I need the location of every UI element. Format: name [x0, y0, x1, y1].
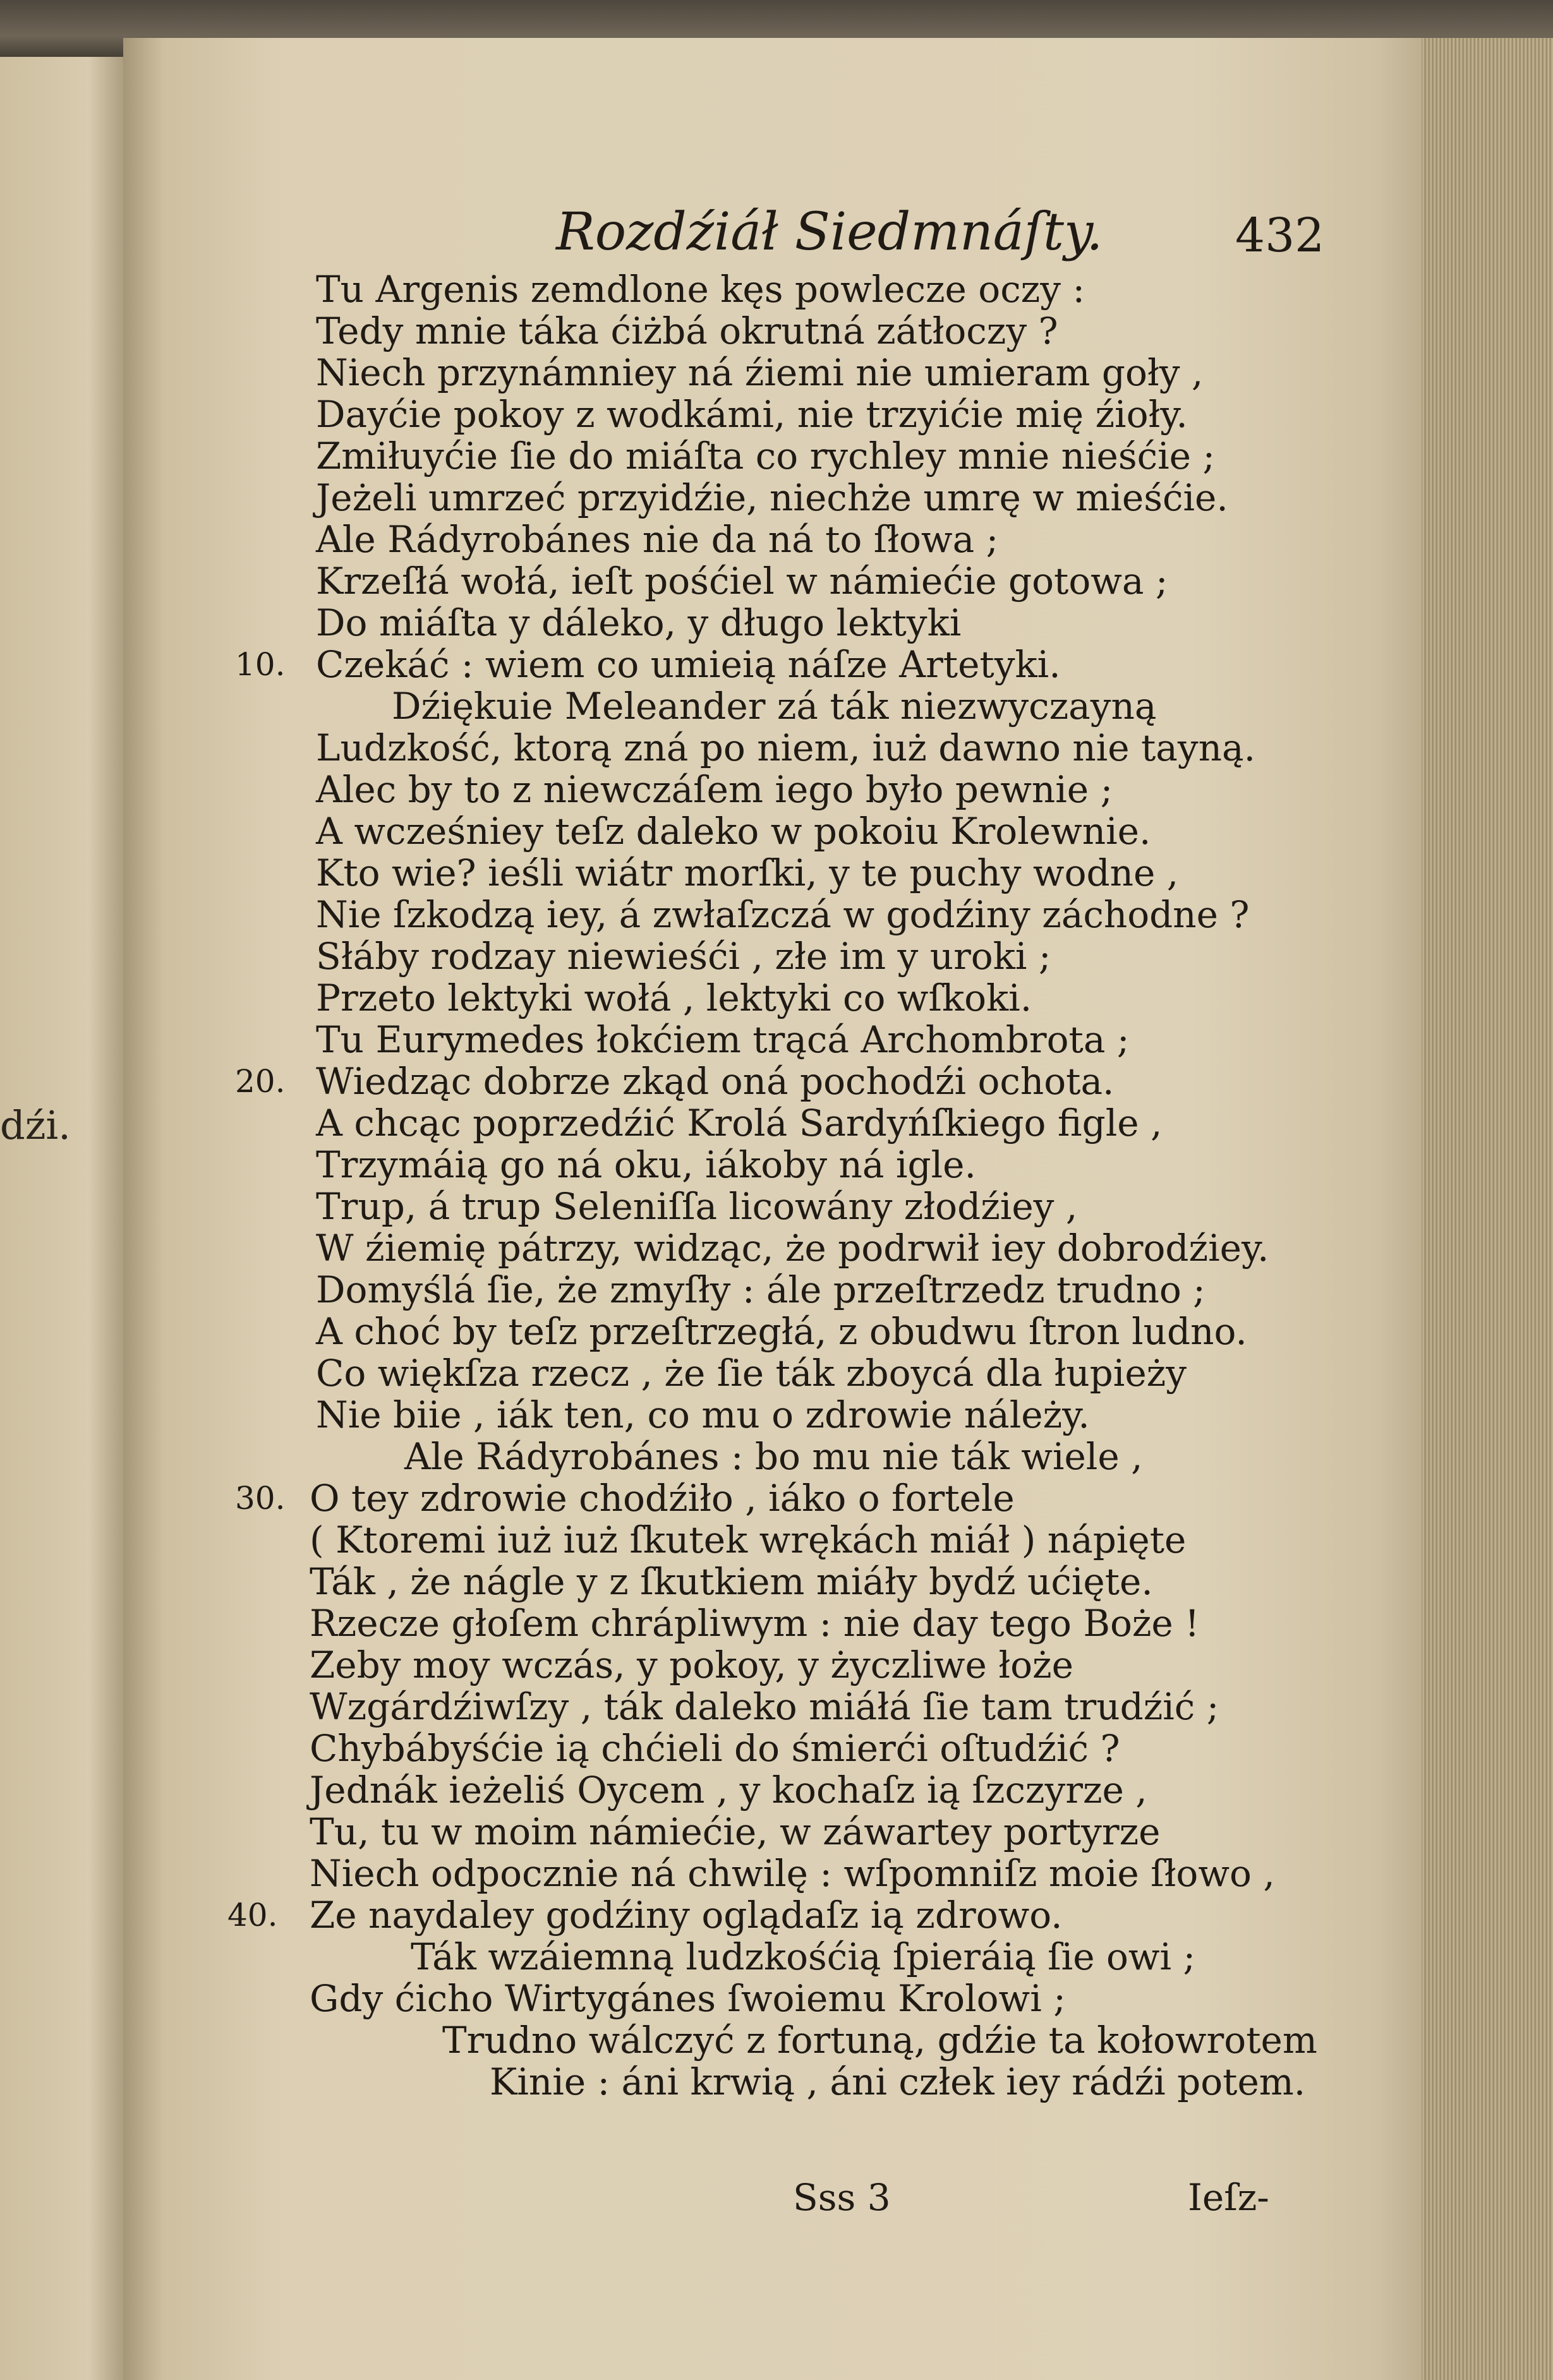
verse-line: Jednák ieżeliś Oycem , y kochaſz ią ſzczyrze ,	[310, 1769, 1147, 1812]
line-number: 10.	[235, 646, 286, 683]
verse-line: Dźiękuie Meleander zá ták niezwyczayną	[392, 685, 1157, 728]
verse-line: A chcąc poprzedźić Krolá Sardyńſkiego figle ,	[316, 1102, 1163, 1145]
line-number: 40.	[227, 1897, 278, 1933]
verse-line: Nie ſzkodzą iey, á zwłaſzczá w godźiny záchodne ?	[316, 893, 1250, 936]
verse-line: Rzecze głoſem chrápliwym : nie day tego Boże !	[310, 1602, 1200, 1645]
verse-line: Dayćie pokoy z wodkámi, nie trzyićie mię źioły.	[316, 393, 1188, 436]
verse-line: Tu Eurymedes łokćiem trącá Archombrota ;	[316, 1018, 1130, 1061]
verse-line: Tedy mnie táka ćiżbá okrutná zátłoczy ?	[316, 310, 1058, 352]
page-edges	[1422, 38, 1553, 2380]
line-number: 30.	[235, 1480, 286, 1517]
verse-line: A choć by teſz przeſtrzegłá, z obudwu ſtron ludno.	[316, 1310, 1247, 1353]
left-page-fragment: dźi.	[0, 1102, 71, 1148]
verse-line: Trudno wálczyć z fortuną, gdźie ta kołowrotem	[442, 2019, 1317, 2062]
verse-line: Krzeſłá wołá, ieſt pośćiel w námiećie gotowa ;	[316, 560, 1168, 603]
verse-line: Chybábyśćie ią chćieli do śmierći oſtudźić ?	[310, 1727, 1120, 1770]
verse-line: Przeto lektyki wołá , lektyki co wſkoki.	[316, 977, 1032, 1019]
verse-line: Tu, tu w moim námiećie, w záwartey portyrze	[310, 1810, 1161, 1853]
verse-line: Ták wzáiemną ludzkośćią ſpieráią ſie owi ;	[411, 1935, 1196, 1978]
verse-line: Niech odpocznie ná chwilę : wſpomniſz moie ſłowo ,	[310, 1852, 1275, 1895]
line-number: 20.	[235, 1063, 286, 1100]
verse-line: Gdy ćicho Wirtygánes ſwoiemu Krolowi ;	[310, 1977, 1066, 2020]
left-page-edge	[0, 57, 126, 2380]
verse-line: Czekáć : wiem co umieią náſze Artetyki.	[316, 643, 1061, 686]
verse-line: Ze naydaley godźiny oglądaſz ią zdrowo.	[310, 1894, 1063, 1937]
running-title: Rozdźiáł Siedmnáſty.	[556, 202, 1103, 262]
verse-line: Słáby rodzay niewieśći , złe im y uroki ;	[316, 935, 1051, 978]
verse-line: Domyślá ſie, że zmyſły : ále przeſtrzedz trudno ;	[316, 1268, 1206, 1311]
verse-line: Tu Argenis zemdlone kęs powlecze oczy :	[316, 268, 1085, 311]
verse-line: Co więkſza rzecz , że ſie ták zboycá dla łupieży	[316, 1352, 1187, 1395]
verse-line: Zmiłuyćie ſie do miáſta co rychley mnie nieśćie ;	[316, 435, 1215, 478]
verse-line: Kinie : áni krwią , áni człek iey rádźi potem.	[490, 2060, 1306, 2103]
verse-line: Kto wie? ieśli wiátr morſki, y te puchy wodne ,	[316, 851, 1179, 894]
verse-line: Niech przynámniey ná źiemi nie umieram goły ,	[316, 351, 1204, 394]
verse-line: Ale Rádyrobánes nie da ná to ſłowa ;	[316, 518, 999, 561]
catchword: Ieſz-	[1188, 2176, 1269, 2219]
verse-line: Ták , że nágle y z ſkutkiem miáły bydź ućięte.	[310, 1560, 1153, 1603]
verse-line: Jeżeli umrzeć przyidźie, niechże umrę w mieśćie.	[316, 476, 1228, 519]
page-footer	[0, 2176, 1553, 2227]
verse-line: W źiemię pátrzy, widząc, że podrwił iey dobrodźiey.	[316, 1227, 1269, 1270]
verse-line: Ale Rádyrobánes : bo mu nie ták wiele ,	[404, 1435, 1143, 1478]
verse-line: Do miáſta y dáleko, y długo lektyki	[316, 601, 962, 644]
signature-mark: Sss 3	[793, 2176, 891, 2219]
verse-line: Nie biie , iák ten, co mu o zdrowie náleży.	[316, 1393, 1090, 1436]
verse-line: O tey zdrowie chodźiło , iáko o fortele	[310, 1477, 1015, 1520]
verse-line: Wzgárdźiwſzy , ták daleko miáłá ſie tam trudźić ;	[310, 1685, 1219, 1728]
verse-line: Zeby moy wczás, y pokoy, y życzliwe łoże	[310, 1644, 1073, 1686]
page-header	[0, 202, 1553, 272]
verse-line: Trzymáią go ná oku, iákoby ná igle.	[316, 1143, 976, 1186]
verse-line: A wcześniey teſz daleko w pokoiu Krolewnie.	[316, 810, 1151, 853]
verse-line: Wiedząc dobrze zkąd oná pochodźi ochota.	[316, 1060, 1115, 1103]
page-number: 432	[1235, 208, 1325, 263]
verse-line: Ludzkość, ktorą zná po niem, iuż dawno nie tayną.	[316, 726, 1256, 769]
verse-line: Trup, á trup Seleniſſa licowány złodźiey ,	[316, 1185, 1078, 1228]
verse-line: Alec by to z niewczáſem iego było pewnie ;	[316, 768, 1113, 811]
verse-line: ( Ktoremi iuż iuż ſkutek wrękách miáł ) nápięte	[310, 1518, 1187, 1561]
